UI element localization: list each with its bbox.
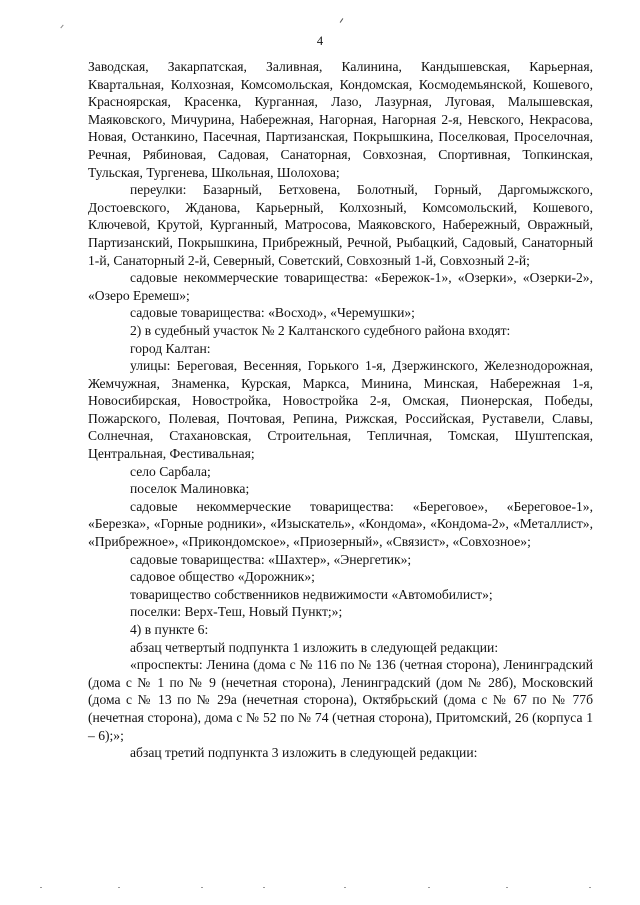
paragraph-court-district-2: 2) в судебный участок № 2 Калтанского судебного района входят: (130, 322, 511, 338)
paragraph-settlements: поселки: Верх-Теш, Новый Пункт;»; (130, 604, 343, 620)
paragraph-item-6: 4) в пункте 6: (130, 622, 209, 637)
paragraph-garden-society: садовое общество «Дорожник»; (130, 569, 315, 585)
paragraph-streets-district-2: улицы: Береговая, Весенняя, Горького 1-я, Дзержинского, Железнодорожная, Жемчужная, Знаменка, Курская, Маркса, Минина, Минская, Набережная 1-я, Новосибирская, Новостройка, Новостройка 2-я, Омская, Пионерская, Победы, Пожарского, Полевая, Почтовая, Репина, Рижская, Российская, Руставели, Славы, Солнечная, Стахановская, Строительная, Тепличная, Томская, Шуштепская, Центральная, Фестивальная; (88, 358, 593, 462)
paragraph-city-kaltan: город Калтан: (130, 340, 211, 356)
paragraph-streets-continued: Заводская, Закарпатская, Заливная, Калинина, Кандышевская, Карьерная, Квартальная, Колхозная, Комсомольская, Кондомская, Космодемьянской, Кошевого, Красноярская, Красенка, Курганная, Лазо, Лазурная, Луговая, Малышевская, Маяковского, Мичурина, Набережная, Нагорная, Нагорная 2-я, Невского, Некрасова, Новая, Останкино, Пасечная, Партизанская, Покрышкина, Поселковая, Проселочная, Речная, Рябиновая, Садовая, Санаторная, Совхозная, Спортивная, Топкинская, Тульская, Тургенева, Школьная, Шолохова; (88, 59, 593, 180)
scan-artifact-mark (60, 25, 63, 29)
paragraph-amendment-subitem-3: абзац третий подпункта 3 изложить в следующей редакции: (130, 745, 478, 761)
document-body (88, 58, 593, 762)
paragraph-garden-partnerships: садовые товарищества: «Восход», «Черемушки»; (130, 305, 415, 321)
paragraph-settlement-malinovka: поселок Малиновка; (130, 481, 250, 497)
page-number: 4 (316, 34, 324, 48)
paragraph-garden-partnerships-nonprofit: садовые некоммерческие товарищества: «Бережок-1», «Озерки», «Озерки-2», «Озеро Еремеш»; (88, 270, 593, 303)
paragraph-property-owners-partnership: товарищество собственников недвижимости «Автомобилист»; (130, 586, 493, 602)
paragraph-garden-partnerships-district-2: садовые товарищества: «Шахтер», «Энергетик»; (130, 551, 412, 567)
paragraph-avenues: «проспекты: Ленина (дома с № 116 по № 136 (четная сторона), Ленинградский (дома с № 1 по № 9 (нечетная сторона), Ленинградский (дом № 28б), Московский (дома с № 13 по № 29а (нечетная сторона), Октябрьский (дома с № 67 по № 77б (нечетная сторона), дома с № 52 по № 74 (четная сторона), Притомский, 26 (корпуса 1 – 6);»; (88, 657, 593, 743)
paragraph-garden-nonprofit-district-2: садовые некоммерческие товарищества: «Береговое», «Береговое-1», «Березка», «Горные родники», «Изыскатель», «Кондома», «Кондома-2», «Металлист», «Прибрежное», «Прикондомское», «Приозерный», «Связист», «Совхозное»; (88, 498, 593, 550)
paragraph-amendment-subitem-1: абзац четвертый подпункта 1 изложить в следующей редакции: (130, 639, 499, 655)
paragraph-lanes: переулки: Базарный, Бетховена, Болотный, Горный, Даргомыжского, Достоевского, Жданова, Карьерный, Колхозный, Комсомольский, Кошевого, Ключевой, Крутой, Курганный, Матросова, Маяковского, Набережный, Овражный, Партизанский, Покрышкина, Прибрежный, Речной, Рыбацкий, Садовый, Санаторный 1-й, Санаторный 2-й, Северный, Советский, Совхозный 1-й, Совхозный 2-й; (88, 182, 593, 268)
scan-artifact-mark (340, 18, 344, 23)
scan-bottom-edge (0, 887, 640, 891)
paragraph-village-sarbala: село Сарбала; (130, 463, 211, 479)
